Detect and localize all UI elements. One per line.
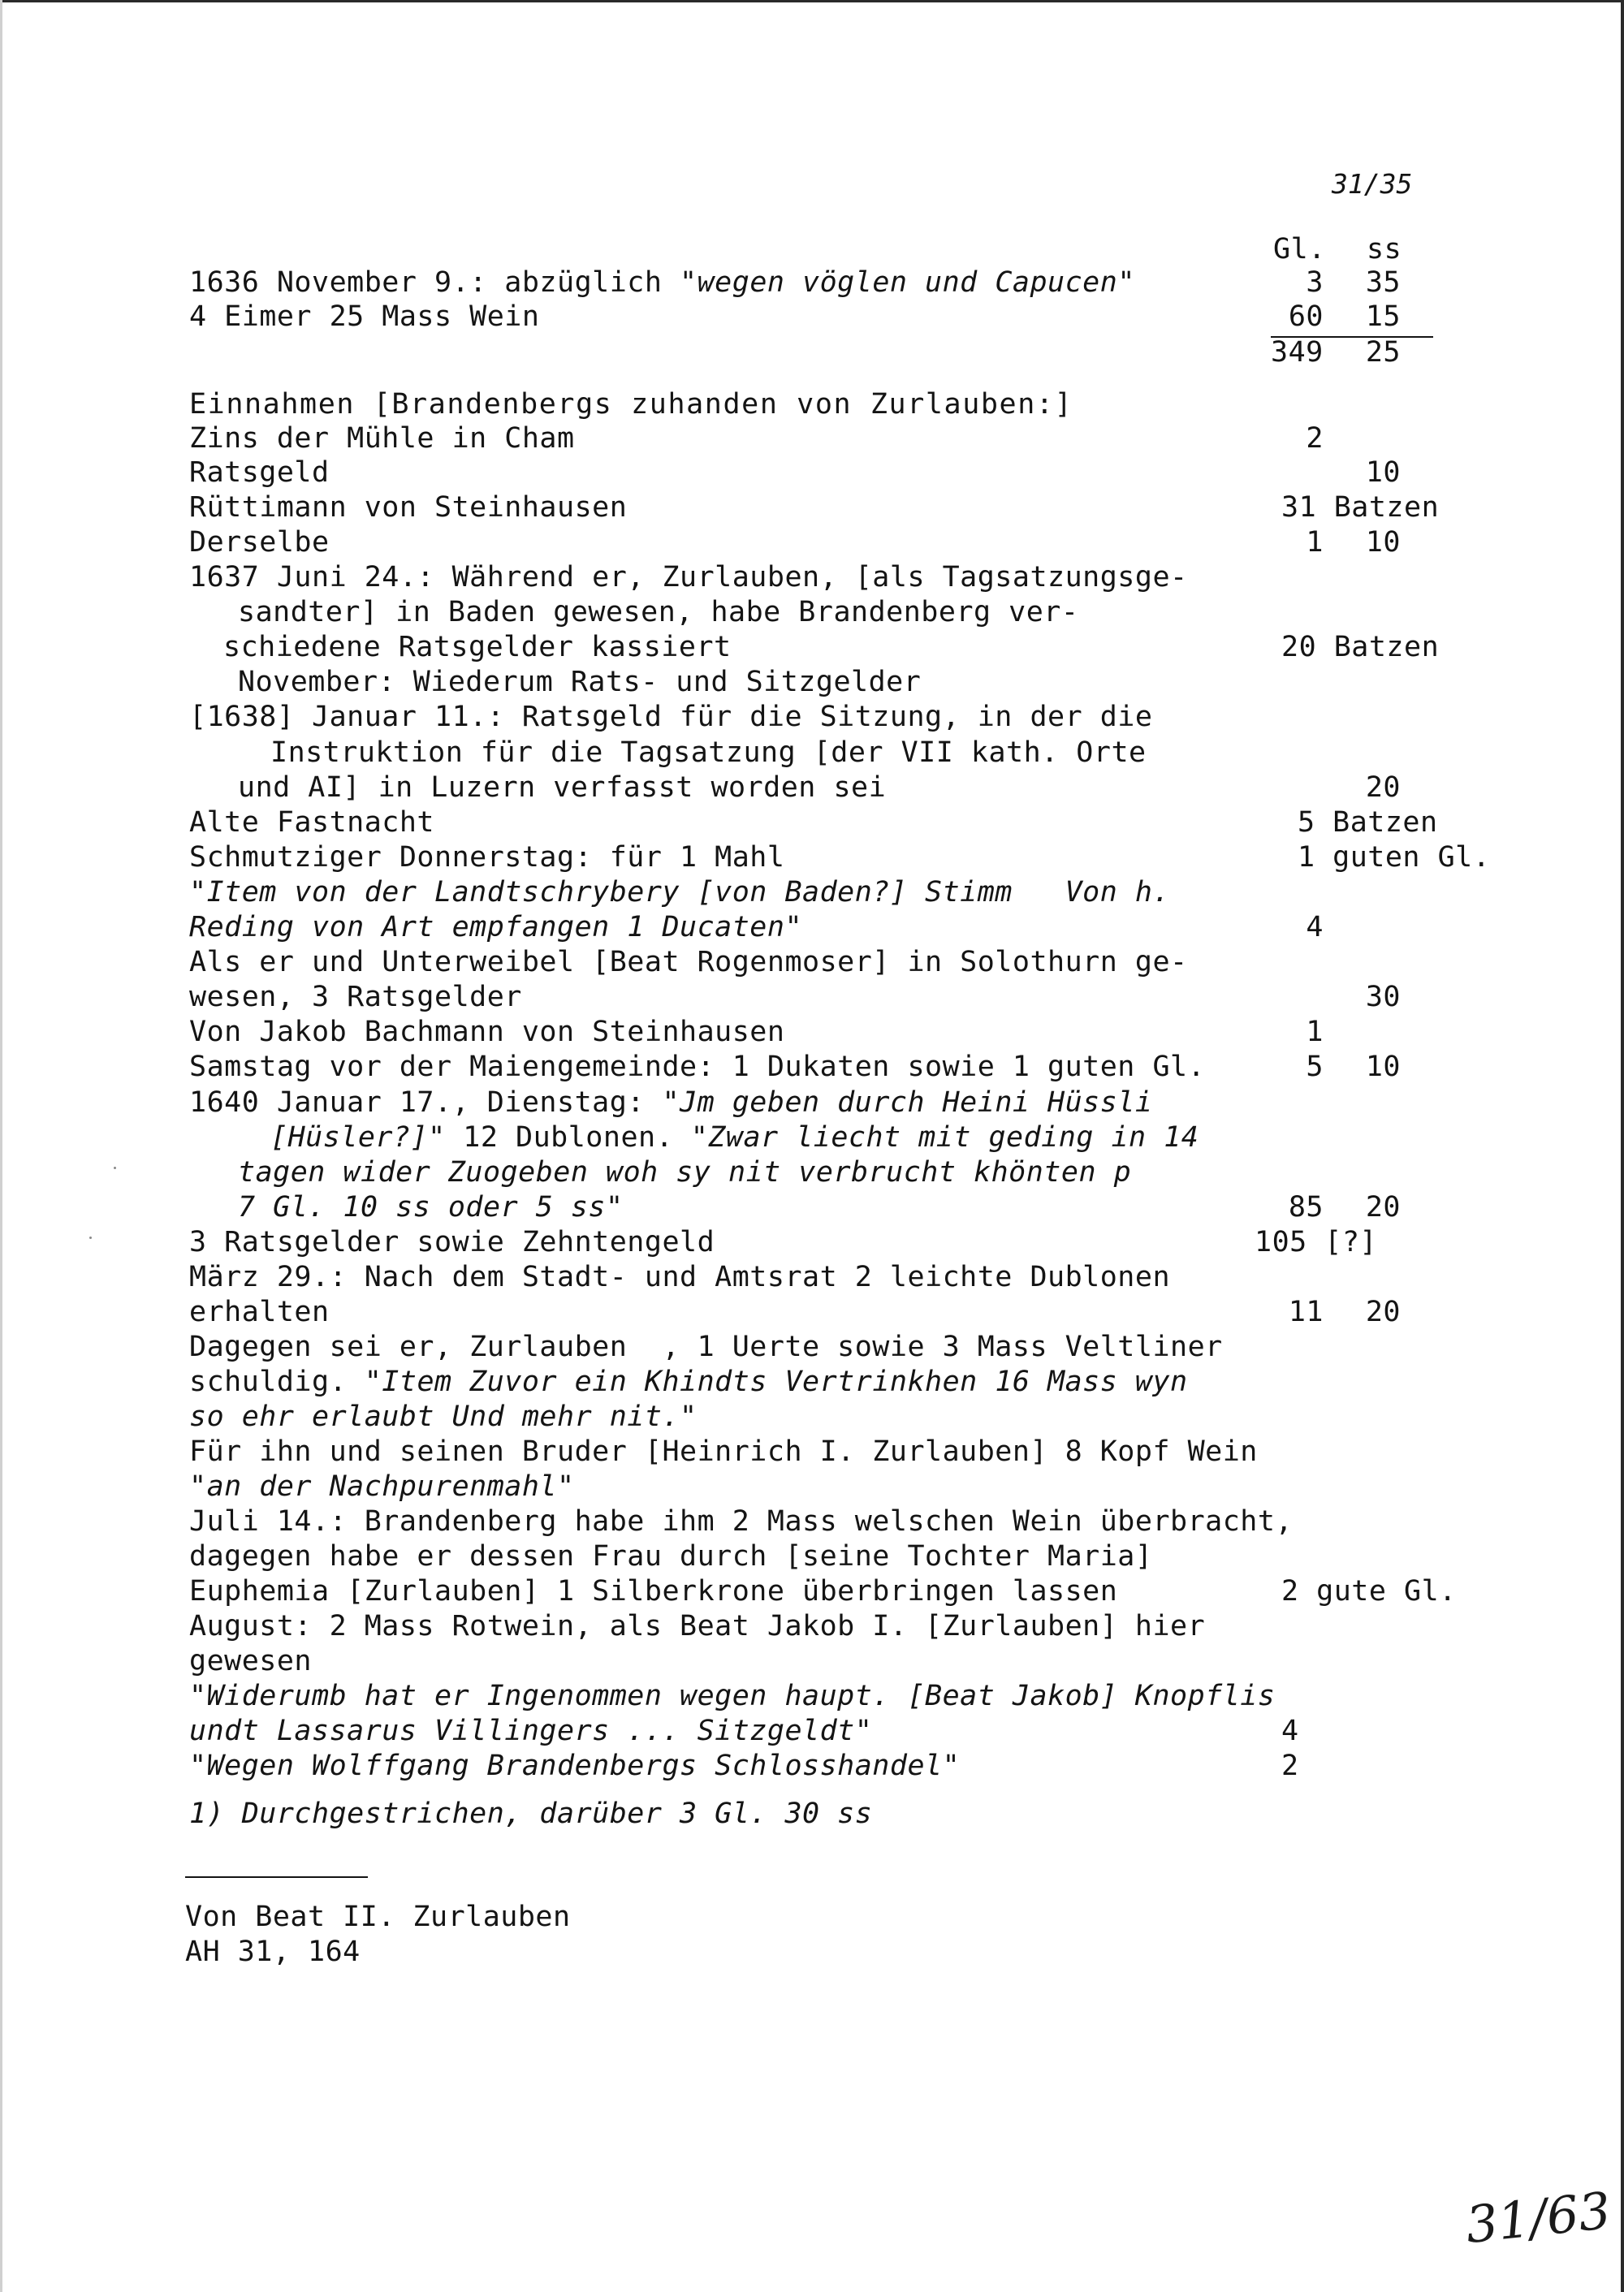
entry-text: gewesen: [189, 1645, 313, 1677]
entry-quote: "Item Zuvor ein Khindts Vertrinkhen 16 Mass wyn: [364, 1366, 1188, 1398]
entry-text: sandter] in Baden gewesen, habe Brandenberg ver-: [238, 596, 1079, 628]
entry-text: 4 Eimer 25 Mass Wein: [189, 300, 540, 333]
amount-gl: 4: [1306, 911, 1324, 943]
entry-text: Euphemia [Zurlauben] 1 Silberkrone überbringen lassen: [189, 1575, 1118, 1608]
entry-text: Dagegen sei er, Zurlauben , 1 Uerte sowie 3 Mass Veltliner: [189, 1331, 1223, 1363]
entry-text: Derselbe: [189, 526, 330, 559]
scan-border-top: [0, 0, 1624, 2]
entry-text: [189, 1086, 1152, 1120]
entry-quote: undt Lassarus Villingers ... Sitzgeldt": [189, 1715, 873, 1747]
handwritten-archive-number: 31/63: [1462, 2180, 1614, 2255]
amount-ss: 10: [1365, 1051, 1401, 1083]
entry-quote: "Wegen Wolffgang Brandenbergs Schlosshandel": [189, 1750, 961, 1782]
entry-quote: "wegen vöglen und Capucen": [680, 266, 1135, 299]
amount-gl: 3: [1306, 266, 1324, 299]
entry-text: November: Wiederum Rats- und Sitzgelder: [238, 666, 922, 698]
amount-gl: 1: [1306, 1016, 1324, 1048]
amount-gulden: 1 guten Gl.: [1298, 841, 1491, 874]
total-ss: 25: [1365, 336, 1401, 369]
entry-text: Samstag vor der Maiengemeinde: 1 Dukaten sowie 1 guten Gl.: [189, 1051, 1206, 1083]
entry-text: Ratsgeld: [189, 456, 330, 489]
entry-text: [270, 1120, 1199, 1155]
page-number: 31/35: [1332, 168, 1413, 200]
entry-text: [1638] Januar 11.: Ratsgeld für die Sitzung, in der die: [189, 701, 1153, 733]
entry-quote: [Hüsler?]": [270, 1121, 446, 1154]
entry-text: dagegen habe er dessen Frau durch [seine Tochter Maria]: [189, 1540, 1153, 1573]
amount-gl: 60: [1288, 300, 1324, 333]
amount-ss: 20: [1365, 771, 1401, 804]
source-line: Von Beat II. Zurlauben: [185, 1901, 571, 1933]
entry-text: August: 2 Mass Rotwein, als Beat Jakob I. [Zurlauben] hier: [189, 1610, 1206, 1642]
entry-text: und AI] in Luzern verfasst worden sei: [238, 771, 887, 804]
amount-gl: 4: [1281, 1715, 1299, 1747]
amount-batzen: 5 Batzen: [1298, 806, 1438, 839]
entry-plain-text: 12 Dublonen.: [463, 1121, 674, 1154]
scan-border-left: [0, 0, 2, 2292]
amount-gl: 85: [1288, 1191, 1324, 1224]
amount-ss: 10: [1365, 526, 1401, 559]
entry-quote: "Item von der Landtschrybery [von Baden?] Stimm Von h.: [189, 876, 1171, 909]
entry-text: schiedene Ratsgelder kassiert: [223, 631, 732, 663]
amount-ss: 15: [1365, 300, 1401, 333]
amount-ss: 20: [1365, 1296, 1401, 1328]
amount-gl: 1: [1306, 526, 1324, 559]
entry-text: [189, 1365, 1188, 1399]
entry-quote: "Jm geben durch Heini Hüssli: [662, 1086, 1153, 1119]
amount-ss: 20: [1365, 1191, 1401, 1224]
source-rule: [185, 1876, 368, 1878]
amount-batzen: 20 Batzen: [1281, 631, 1440, 663]
scan-border-right: [1621, 0, 1624, 2292]
scan-speck: [89, 1237, 92, 1239]
footnote: 1) Durchgestrichen, darüber 3 Gl. 30 ss: [189, 1798, 873, 1830]
amount-ss: 30: [1365, 981, 1401, 1013]
column-header-gl: Gl.: [1273, 233, 1326, 265]
entry-quote: so ehr erlaubt Und mehr nit.": [189, 1401, 698, 1433]
entry-text: Schmutziger Donnerstag: für 1 Mahl: [189, 841, 785, 874]
entry-text: Juli 14.: Brandenberg habe ihm 2 Mass welschen Wein überbracht,: [189, 1505, 1294, 1538]
amount-ss: 10: [1365, 456, 1401, 489]
entry-quote: "Widerumb hat er Ingenommen wegen haupt. [Beat Jakob] Knopflis: [189, 1680, 1276, 1712]
entry-text: Zins der Mühle in Cham: [189, 422, 575, 455]
entry-text: Instruktion für die Tagsatzung [der VII kath. Orte: [270, 736, 1147, 769]
total-gl: 349: [1271, 336, 1324, 369]
entry-plain-text: schuldig.: [189, 1366, 348, 1398]
amount-gl: 5: [1306, 1051, 1324, 1083]
entry-date-text: 1636 November 9.: abzüglich: [189, 266, 663, 299]
amount-batzen: 31 Batzen: [1281, 491, 1440, 524]
amount-uncertain: 105 [?]: [1255, 1226, 1378, 1258]
amount-ss: 35: [1365, 266, 1401, 299]
entry-text: wesen, 3 Ratsgelder: [189, 981, 522, 1013]
column-header-ss: ss: [1367, 233, 1402, 265]
entry-text: erhalten: [189, 1296, 330, 1328]
entry-text: Als er und Unterweibel [Beat Rogenmoser] in Solothurn ge-: [189, 946, 1188, 978]
amount-gl: 11: [1288, 1296, 1324, 1328]
entry-text: [189, 265, 1135, 300]
amount-gl: 2: [1281, 1750, 1299, 1782]
entry-text: Rüttimann von Steinhausen: [189, 491, 628, 524]
entry-quote: Reding von Art empfangen 1 Ducaten": [189, 911, 803, 943]
entry-date-text: 1640 Januar 17., Dienstag:: [189, 1086, 645, 1119]
amount-gulden: 2 gute Gl.: [1281, 1575, 1457, 1608]
entry-text: März 29.: Nach dem Stadt- und Amtsrat 2 leichte Dublonen: [189, 1261, 1171, 1293]
entry-text: Für ihn und seinen Bruder [Heinrich I. Zurlauben] 8 Kopf Wein: [189, 1435, 1258, 1468]
entry-text: 3 Ratsgelder sowie Zehntengeld: [189, 1226, 715, 1258]
entry-text: Alte Fastnacht: [189, 806, 435, 839]
entry-text: 1637 Juni 24.: Während er, Zurlauben, [als Tagsatzungsge-: [189, 561, 1188, 594]
entry-quote: "Zwar liecht mit geding in 14: [690, 1121, 1199, 1154]
amount-gl: 2: [1306, 422, 1324, 455]
entry-quote: tagen wider Zuogeben woh sy nit verbrucht khönten p: [238, 1156, 1132, 1189]
scan-speck: [114, 1167, 116, 1169]
section-heading: Einnahmen [Brandenbergs zuhanden von Zurlauben:]: [189, 388, 1073, 421]
source-line: AH 31, 164: [185, 1936, 361, 1968]
entry-text: Von Jakob Bachmann von Steinhausen: [189, 1016, 785, 1048]
entry-quote: "an der Nachpurenmahl": [189, 1470, 575, 1503]
entry-quote: 7 Gl. 10 ss oder 5 ss": [238, 1191, 624, 1224]
